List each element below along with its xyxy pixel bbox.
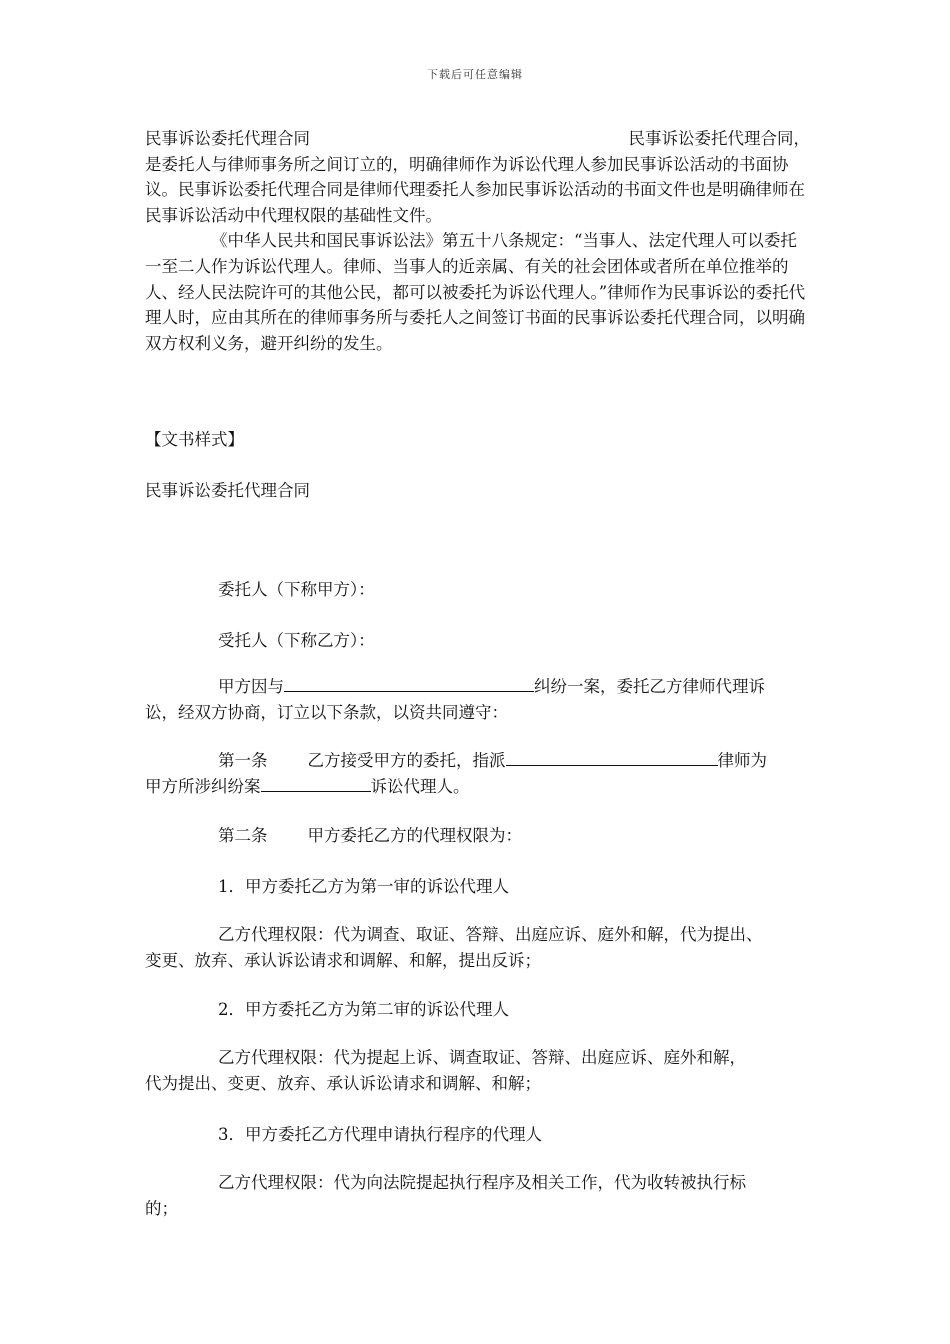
principal-line: 委托人（下称甲方）：	[218, 580, 375, 599]
article-1-line-1	[145, 748, 810, 774]
article-1-line-2-after: 诉讼代理人。	[370, 776, 470, 796]
item-1-scope-line-2: 变更、放弃、承认诉讼请求和调解、和解，提出反诉；	[145, 950, 541, 970]
intro-title-row	[145, 126, 810, 152]
item-2-scope	[145, 1045, 810, 1096]
article-1-number: 第一条	[218, 751, 268, 770]
article-1-after-blank: 律师为	[717, 751, 767, 770]
item-1-scope	[145, 922, 810, 973]
article-1-line-2	[145, 774, 810, 800]
preamble	[145, 674, 810, 725]
item-1-scope-line-1: 乙方代理权限：代为调查、取证、答辩、出庭应诉、庭外和解，代为提出、	[218, 925, 763, 944]
item-2-scope-line-2: 代为提出、变更、放弃、承认诉讼请求和调解、和解；	[145, 1073, 541, 1093]
item-3-scope-line-2: 的；	[145, 1198, 178, 1218]
item-1-heading: 1．甲方委托乙方为第一审的诉讼代理人	[218, 877, 509, 896]
case-name-blank[interactable]	[261, 775, 371, 792]
preamble-after-blank: 纠纷一案，委托乙方律师代理诉	[534, 677, 765, 696]
contract-title: 民事诉讼委托代理合同	[145, 481, 310, 500]
preamble-line-2: 讼，经双方协商，订立以下条款，以资共同遵守：	[145, 702, 508, 722]
item-3-scope	[145, 1170, 810, 1221]
intro-title-left: 民事诉讼委托代理合同	[145, 129, 310, 148]
intro-section	[145, 126, 810, 356]
agent-line: 受托人（下称乙方）：	[218, 631, 375, 650]
dispute-party-blank[interactable]	[284, 675, 534, 692]
preamble-before-blank: 甲方因与	[218, 677, 284, 696]
item-2-scope-line-1: 乙方代理权限：代为提起上诉、调查取证、答辩、出庭应诉、庭外和解，	[218, 1048, 746, 1067]
item-3-heading: 3．甲方委托乙方代理申请执行程序的代理人	[218, 1125, 542, 1144]
section-label: 【文书样式】	[145, 430, 244, 449]
article-2	[218, 822, 522, 846]
intro-title-right: 民事诉讼委托代理合同，	[628, 129, 810, 148]
item-3-scope-line-1: 乙方代理权限：代为向法院提起执行程序及相关工作，代为收转被执行标	[218, 1173, 746, 1192]
intro-paragraph-2: 《中华人民共和国民事诉讼法》第五十八条规定：“当事人、法定代理人可以委托一至二人作为诉讼代理人。律师、当事人的近亲属、有关的社会团体或者所在单位推举的人、经人民法院许可的其他公民，都可以被委托为诉讼代理人。”律师作为民事诉讼的委托代理人时，应由其所在的律师事务所与委托人之间签订书面的民事诉讼委托代理合同，以明确双方权利义务，避开纠纷的发生。	[145, 231, 806, 353]
preamble-line-1	[145, 674, 810, 700]
intro-paragraph-1: 是委托人与律师事务所之间订立的，明确律师作为诉讼代理人参加民事诉讼活动的书面协议。民事诉讼委托代理合同是律师代理委托人参加民事诉讼活动的书面文件也是明确律师在民事诉讼活动中代理权限的基础性文件。	[145, 154, 805, 225]
lawyer-name-blank[interactable]	[506, 749, 718, 766]
article-2-number: 第二条	[218, 826, 268, 845]
article-1-line-2-before: 甲方所涉纠纷案	[145, 776, 261, 796]
item-2-heading: 2．甲方委托乙方为第二审的诉讼代理人	[218, 1000, 509, 1019]
article-1-before-blank: 乙方接受甲方的委托，指派	[307, 751, 506, 770]
article-2-text: 甲方委托乙方的代理权限为：	[307, 826, 522, 845]
article-1	[145, 748, 810, 799]
header-note: 下载后可任意编辑	[427, 68, 523, 81]
